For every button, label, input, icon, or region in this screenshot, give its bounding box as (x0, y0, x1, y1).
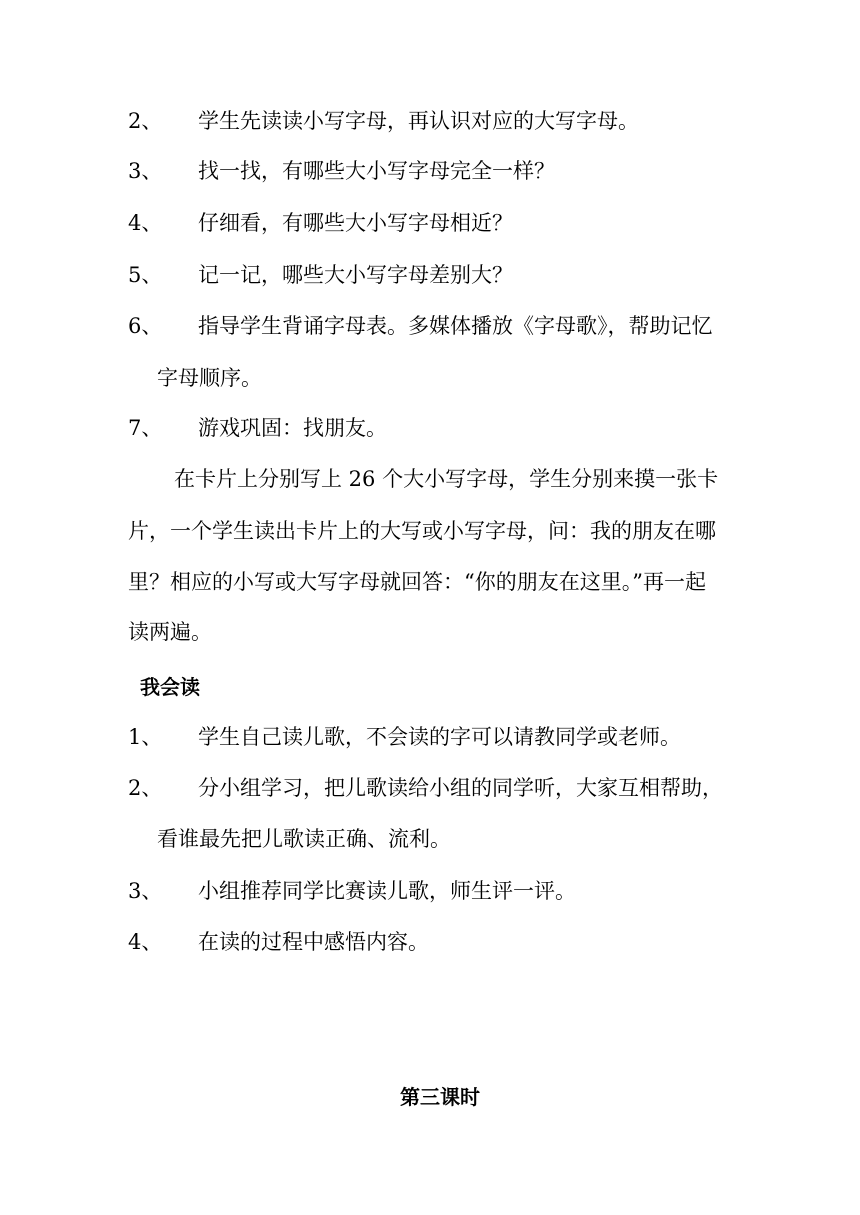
list-item-number: 6、 (128, 314, 163, 338)
paragraph-line: 里？相应的小写或大写字母就回答：“你的朋友在这里。”再一起 (128, 570, 706, 594)
paragraph-line: 在卡片上分别写上 26 个大小写字母，学生分别来摸一张卡 (174, 467, 719, 491)
list-item-text: 小组推荐同学比赛读儿歌，师生评一评。 (198, 879, 576, 903)
list-item-number: 7、 (128, 416, 163, 440)
list-item-number: 2、 (128, 109, 163, 133)
section-heading: 我会读 (140, 675, 200, 699)
list-item-text-continued: 看谁最先把儿歌读正确、流利。 (157, 827, 451, 851)
list-item-text: 学生自己读儿歌，不会读的字可以请教同学或老师。 (198, 725, 681, 749)
list-item-number: 1、 (128, 725, 163, 749)
list-item-number: 3、 (128, 159, 163, 183)
list-item-text-continued: 字母顺序。 (157, 366, 262, 390)
lesson-title: 第三课时 (400, 1085, 480, 1109)
list-item-text: 分小组学习，把儿歌读给小组的同学听，大家互相帮助， (198, 776, 723, 800)
list-item-text: 找一找，有哪些大小写字母完全一样？ (198, 159, 555, 183)
list-item-number: 5、 (128, 263, 163, 287)
list-item-number: 4、 (128, 211, 163, 235)
list-item-text: 在读的过程中感悟内容。 (198, 930, 429, 954)
paragraph-line: 片，一个学生读出卡片上的大写或小写字母，问：我的朋友在哪 (128, 519, 716, 543)
list-item-number: 3、 (128, 879, 163, 903)
list-item-text: 记一记，哪些大小写字母差别大？ (198, 263, 513, 287)
list-item-text: 学生先读读小写字母，再认识对应的大写字母。 (198, 109, 639, 133)
list-item-text: 仔细看，有哪些大小写字母相近？ (198, 211, 513, 235)
list-item-number: 2、 (128, 776, 163, 800)
paragraph-line: 读两遍。 (128, 620, 212, 644)
list-item-number: 4、 (128, 930, 163, 954)
list-item-text: 游戏巩固：找朋友。 (198, 416, 387, 440)
list-item-text: 指导学生背诵字母表。多媒体播放《字母歌》，帮助记忆 (198, 314, 713, 338)
